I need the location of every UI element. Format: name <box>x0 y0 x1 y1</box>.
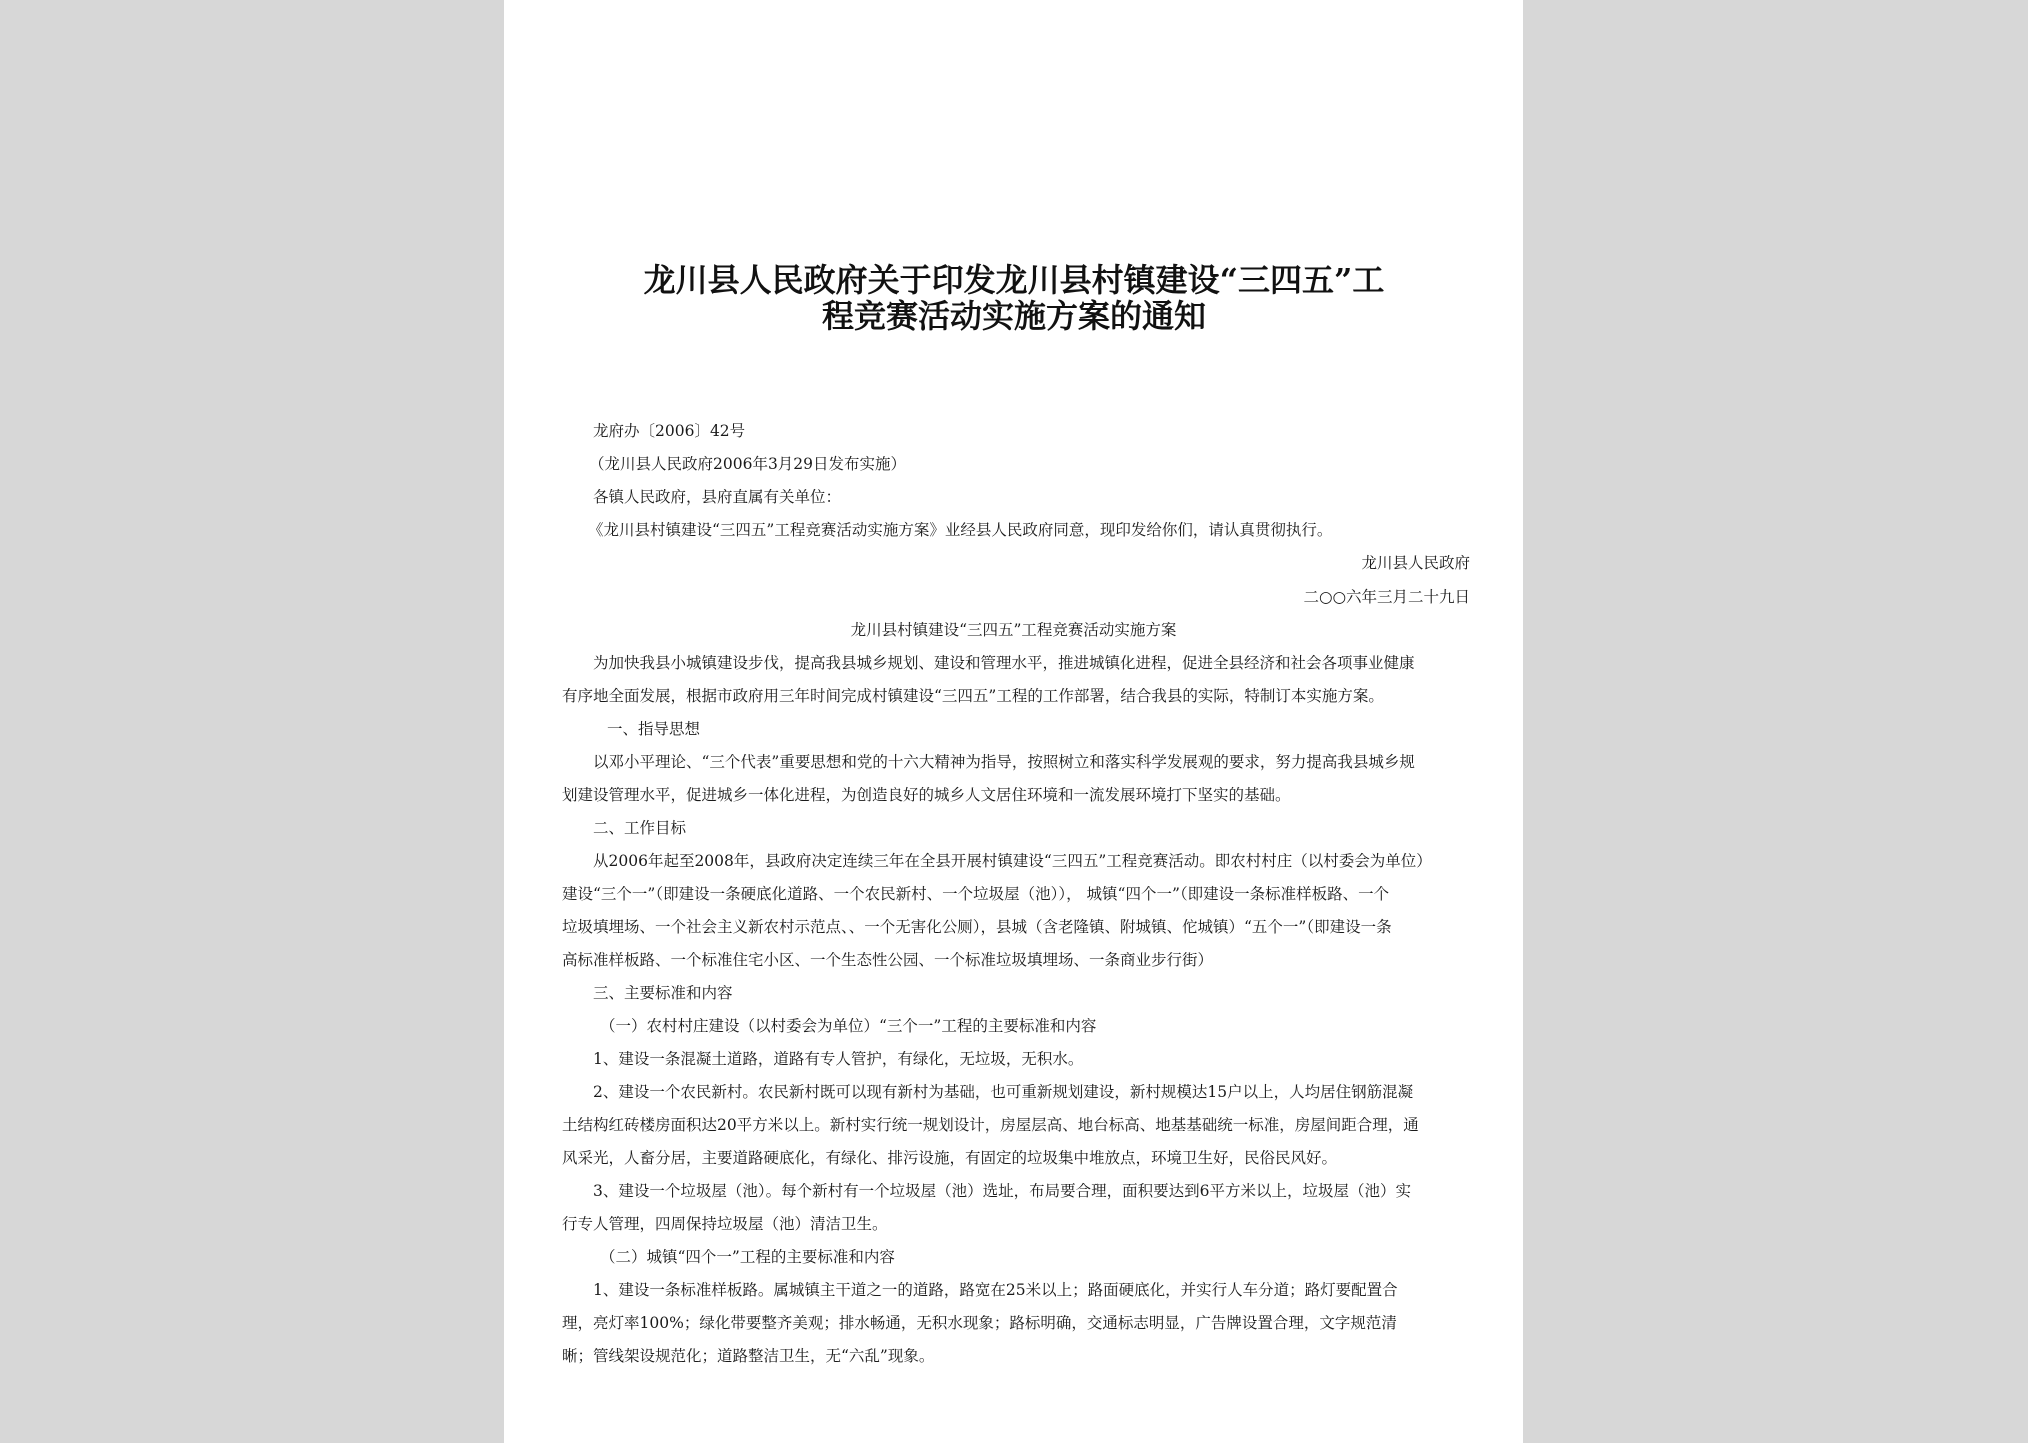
signature-date: 二○○六年三月二十九日 <box>1303 588 1470 606</box>
body-line: 风采光，人畜分居，主要道路硬底化，有绿化、排污设施，有固定的垃圾集中堆放点，环境卫生好，民俗民风好。 <box>562 1149 1338 1167</box>
body-line: 晰；管线架设规范化；道路整洁卫生，无“六乱”现象。 <box>562 1347 935 1365</box>
section-heading-1: 一、指导思想 <box>607 720 701 738</box>
body-line: 1、建设一条标准样板路。属城镇主干道之一的道路，路宽在25米以上；路面硬底化，并实行人车分道；路灯要配置合 <box>593 1281 1398 1299</box>
body-line: 2、建设一个农民新村。农民新村既可以现有新村为基础，也可重新规划建设，新村规模达15户以上，人均居住钢筋混凝 <box>593 1083 1414 1101</box>
title-line-1: 龙川县人民政府关于印发龙川县村镇建设“三四五”工 <box>643 261 1385 299</box>
body-line: 有序地全面发展，根据市政府用三年时间完成村镇建设“三四五”工程的工作部署，结合我县的实际，特制订本实施方案。 <box>562 687 1384 705</box>
body-line: 高标准样板路、一个标准住宅小区、一个生态性公园、一个标准垃圾填埋场、一条商业步行街） <box>562 951 1214 969</box>
document-title <box>544 262 1484 334</box>
signature-org: 龙川县人民政府 <box>1361 554 1470 572</box>
subsection-heading-1: （一）农村村庄建设（以村委会为单位）“三个一”工程的主要标准和内容 <box>600 1017 1097 1035</box>
body-line: 以邓小平理论、“三个代表”重要思想和党的十六大精神为指导，按照树立和落实科学发展观的要求，努力提高我县城乡规 <box>593 753 1415 771</box>
body-line: 从2006年起至2008年，县政府决定连续三年在全县开展村镇建设“三四五”工程竞赛活动。即农村村庄（以村委会为单位） <box>593 852 1432 870</box>
body-line: 土结构红砖楼房面积达20平方米以上。新村实行统一规划设计，房屋层高、地台标高、地基基础统一标准，房屋间距合理，通 <box>562 1116 1419 1134</box>
body-line: 建设“三个一”（即建设一条硬底化道路、一个农民新村、一个垃圾屋（池））， 城镇“四个一”（即建设一条标准样板路、一个 <box>562 885 1390 903</box>
body-line: 3、建设一个垃圾屋（池）。每个新村有一个垃圾屋（池）选址，布局要合理，面积要达到6平方米以上，垃圾屋（池）实 <box>593 1182 1411 1200</box>
title-line-2: 程竞赛活动实施方案的通知 <box>821 297 1206 335</box>
body-line: 1、建设一条混凝土道路，道路有专人管护，有绿化，无垃圾，无积水。 <box>593 1050 1084 1068</box>
document-page <box>504 0 1523 1443</box>
body-line: 理，亮灯率100%；绿化带要整齐美观；排水畅通，无积水现象；路标明确，交通标志明显，广告牌设置合理，文字规范清 <box>562 1314 1397 1332</box>
subsection-heading-2: （二）城镇“四个一”工程的主要标准和内容 <box>600 1248 895 1266</box>
body-line: 垃圾填埋场、一个社会主义新农村示范点、、一个无害化公厕），县城（含老隆镇、附城镇、佗城镇）“五个一”（即建设一条 <box>562 918 1392 936</box>
plan-title: 龙川县村镇建设“三四五”工程竞赛活动实施方案 <box>850 621 1177 639</box>
body-line: 行专人管理，四周保持垃圾屋（池）清洁卫生。 <box>562 1215 888 1233</box>
issued-note: （龙川县人民政府2006年3月29日发布实施） <box>589 455 907 473</box>
body-line: 划建设管理水平，促进城乡一体化进程，为创造良好的城乡人文居住环境和一流发展环境打下坚实的基础。 <box>562 786 1291 804</box>
body-line: 为加快我县小城镇建设步伐，提高我县城乡规划、建设和管理水平，推进城镇化进程，促进全县经济和社会各项事业健康 <box>593 654 1415 672</box>
section-heading-3: 三、主要标准和内容 <box>593 984 733 1002</box>
section-heading-2: 二、工作目标 <box>593 819 687 837</box>
addressee: 各镇人民政府，县府直属有关单位： <box>593 488 842 506</box>
doc-number: 龙府办〔2006〕42号 <box>593 422 746 440</box>
notice-text: 《龙川县村镇建设“三四五”工程竞赛活动实施方案》业经县人民政府同意，现印发给你们，请认真贯彻执行。 <box>588 521 1333 539</box>
